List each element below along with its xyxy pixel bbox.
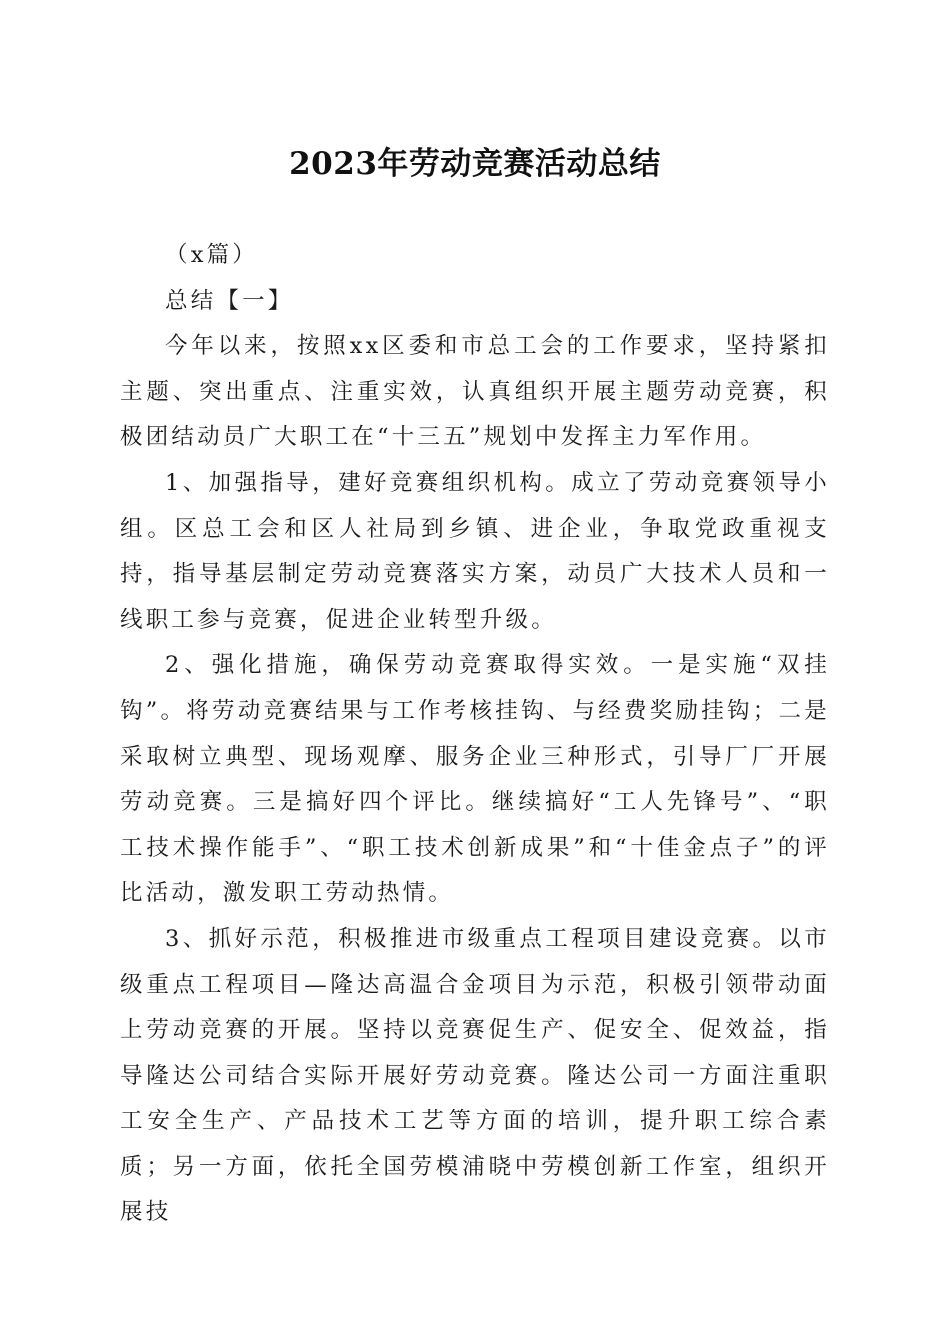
paragraph-item-3: 3、抓好示范，积极推进市级重点工程项目建设竞赛。以市级重点工程项目—隆达高温合金项目为示范，积极引领带动面上劳动竞赛的开展。坚持以竞赛促生产、促安全、促效益，指导隆达公司结合实际开展好劳动竞赛。隆达公司一方面注重职工安全生产、产品技术工艺等方面的培训，提升职工综合素质；另一方面，依托全国劳模浦晓中劳模创新工作室，组织开展技 [120,925,830,1226]
paragraph-item-2: 2、强化措施，确保劳动竞赛取得实效。一是实施“双挂钩”。将劳动竞赛结果与工作考核挂钩、与经费奖励挂钩；二是采取树立典型、现场观摩、服务企业三种形式，引导厂厂开展劳动竞赛。三是搞好四个评比。继续搞好“工人先锋号”、“职工技术操作能手”、“职工技术创新成果”和“十佳金点子”的评比活动，激发职工劳动热情。 [120,652,830,907]
document-body [120,233,830,1236]
document-title: 2023年劳动竞赛活动总结 [289,146,661,182]
paragraph-item-1: 1、加强指导，建好竞赛组织机构。成立了劳动竞赛领导小组。区总工会和区人社局到乡镇、进企业，争取党政重视支持，指导基层制定劳动竞赛落实方案，动员广大技术人员和一线职工参与竞赛，促进企业转型升级。 [120,469,830,633]
section-heading: 总结【一】 [165,287,294,314]
document-subtitle: （x篇） [165,242,258,268]
paragraph-intro: 今年以来，按照xx区委和市总工会的工作要求，坚持紧扣主题、突出重点、注重实效，认真组织开展主题劳动竞赛，积极团结动员广大职工在“十三五”规划中发挥主力军作用。 [120,333,830,451]
